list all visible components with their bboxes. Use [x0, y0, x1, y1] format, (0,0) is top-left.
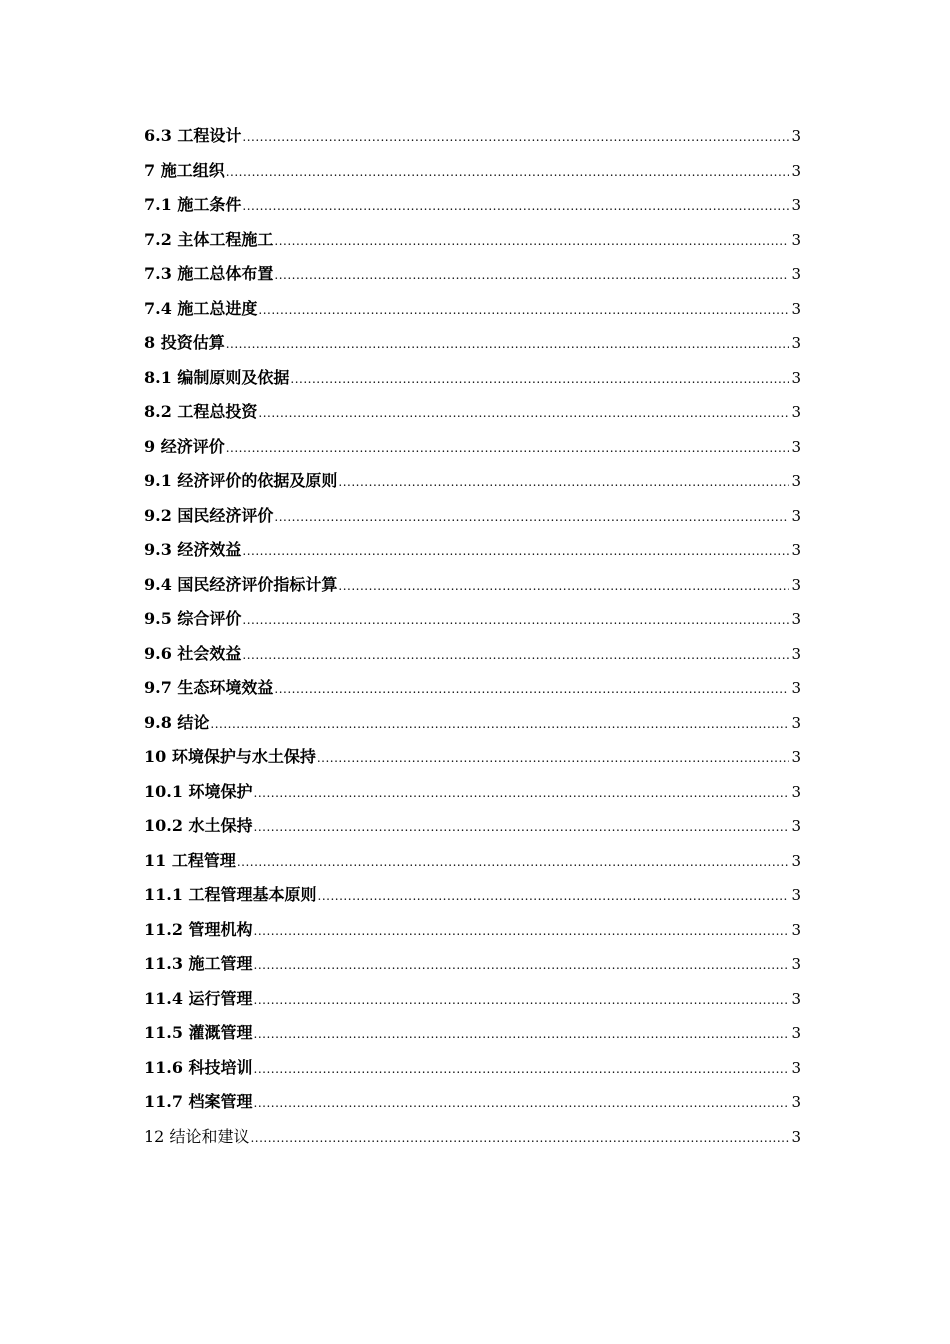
- toc-entry[interactable]: [144, 809, 801, 844]
- toc-entry-title: 9.4 国民经济评价指标计算: [144, 574, 338, 594]
- toc-dot-leader: [274, 672, 789, 707]
- toc-dot-leader: [242, 534, 789, 569]
- toc-dot-leader: [242, 603, 789, 638]
- toc-entry-title: 11.6 科技培训: [144, 1057, 253, 1077]
- toc-entry[interactable]: [144, 913, 801, 948]
- toc-entry-title: 7.2 主体工程施工: [144, 229, 274, 249]
- toc-entry-page-number: 3: [791, 989, 801, 1008]
- toc-entry-page-number: 3: [791, 368, 801, 387]
- toc-dot-leader: [250, 1121, 789, 1156]
- toc-entry-page-number: 3: [791, 1058, 801, 1077]
- toc-entry-page-number: 3: [791, 334, 801, 352]
- toc-dot-leader: [254, 810, 789, 845]
- toc-dot-leader: [237, 845, 789, 880]
- toc-entry-page-number: 3: [791, 196, 801, 214]
- toc-dot-leader: [254, 948, 789, 983]
- toc-entry-title: 7.1 施工条件: [144, 195, 242, 214]
- toc-dot-leader: [242, 189, 789, 224]
- toc-entry-title: 6.3 工程设计: [144, 126, 242, 145]
- toc-entry-page-number: 3: [791, 610, 801, 628]
- toc-entry-page-number: 3: [791, 403, 801, 421]
- toc-entry-page-number: 3: [791, 713, 801, 732]
- toc-entry-page-number: 3: [791, 506, 801, 525]
- toc-dot-leader: [226, 155, 789, 190]
- toc-entry-title: 11 工程管理: [144, 850, 236, 870]
- toc-entry-title: 7 施工组织: [144, 160, 225, 180]
- toc-entry-page-number: 3: [791, 679, 801, 697]
- toc-entry[interactable]: [144, 706, 801, 741]
- toc-dot-leader: [274, 500, 789, 535]
- toc-entry-page-number: 3: [791, 265, 801, 283]
- toc-entry[interactable]: [144, 119, 801, 154]
- toc-entry[interactable]: [144, 464, 801, 499]
- toc-entry-title: 9.5 综合评价: [144, 609, 242, 628]
- toc-entry-page-number: 3: [791, 886, 801, 904]
- toc-entry[interactable]: [144, 292, 801, 327]
- toc-entry-page-number: 3: [791, 1093, 801, 1111]
- toc-entry[interactable]: [144, 1016, 801, 1051]
- toc-entry-page-number: 3: [791, 230, 801, 249]
- toc-entry-title: 11.5 灌溉管理: [144, 1023, 253, 1042]
- toc-entry-title: 10.1 环境保护: [144, 781, 253, 801]
- toc-dot-leader: [338, 465, 789, 500]
- toc-entry[interactable]: [144, 326, 801, 361]
- toc-entry[interactable]: [144, 533, 801, 568]
- toc-entry[interactable]: [144, 499, 801, 534]
- toc-entry-title: 9.1 经济评价的依据及原则: [144, 471, 338, 490]
- toc-entry[interactable]: [144, 188, 801, 223]
- toc-dot-leader: [274, 258, 789, 293]
- toc-entry-page-number: 3: [791, 1127, 801, 1146]
- toc-entry[interactable]: [144, 740, 801, 775]
- toc-entry-title: 9 经济评价: [144, 436, 225, 456]
- toc-entry-title: 9.3 经济效益: [144, 540, 242, 559]
- toc-entry[interactable]: [144, 982, 801, 1017]
- toc-dot-leader: [254, 776, 789, 811]
- toc-entry-page-number: 3: [791, 575, 801, 594]
- toc-dot-leader: [254, 1052, 789, 1087]
- toc-entry-page-number: 3: [791, 817, 801, 835]
- toc-entry[interactable]: [144, 947, 801, 982]
- toc-entry[interactable]: [144, 671, 801, 706]
- toc-entry-title: 9.7 生态环境效益: [144, 678, 274, 697]
- toc-dot-leader: [226, 431, 789, 466]
- toc-entry-page-number: 3: [791, 1024, 801, 1042]
- toc-dot-leader: [317, 741, 789, 776]
- toc-entry-title: 11.7 档案管理: [144, 1092, 253, 1111]
- toc-dot-leader: [254, 1017, 789, 1052]
- toc-entry[interactable]: [144, 1085, 801, 1120]
- toc-entry-title: 8.1 编制原则及依据: [144, 367, 290, 387]
- toc-entry[interactable]: [144, 844, 801, 879]
- toc-entry-title: 11.2 管理机构: [144, 919, 253, 939]
- toc-entry[interactable]: [144, 257, 801, 292]
- toc-entry[interactable]: [144, 1120, 801, 1155]
- toc-entry-title: 10.2 水土保持: [144, 816, 253, 835]
- toc-entry-page-number: 3: [791, 161, 801, 180]
- toc-entry[interactable]: [144, 154, 801, 189]
- toc-dot-leader: [226, 327, 789, 362]
- table-of-contents: [144, 119, 801, 1154]
- toc-entry-page-number: 3: [791, 299, 801, 318]
- toc-dot-leader: [254, 914, 789, 949]
- toc-dot-leader: [338, 569, 789, 604]
- toc-entry[interactable]: [144, 1051, 801, 1086]
- toc-entry[interactable]: [144, 223, 801, 258]
- toc-entry-page-number: 3: [791, 955, 801, 973]
- toc-entry-page-number: 3: [791, 782, 801, 801]
- toc-dot-leader: [242, 120, 789, 155]
- toc-entry-title: 8 投资估算: [144, 333, 225, 352]
- toc-entry-title: 9.6 社会效益: [144, 643, 242, 663]
- toc-entry[interactable]: [144, 602, 801, 637]
- toc-entry[interactable]: [144, 775, 801, 810]
- toc-entry-title: 10 环境保护与水土保持: [144, 747, 316, 766]
- toc-entry-title: 11.4 运行管理: [144, 988, 253, 1008]
- toc-entry-title: 8.2 工程总投资: [144, 402, 258, 421]
- toc-entry-page-number: 3: [791, 748, 801, 766]
- toc-dot-leader: [290, 362, 789, 397]
- toc-entry[interactable]: [144, 637, 801, 672]
- toc-dot-leader: [242, 638, 789, 673]
- toc-entry-page-number: 3: [791, 437, 801, 456]
- toc-entry[interactable]: [144, 430, 801, 465]
- toc-entry-page-number: 3: [791, 472, 801, 490]
- toc-dot-leader: [254, 1086, 789, 1121]
- toc-entry-title: 9.8 结论: [144, 712, 210, 732]
- toc-entry-page-number: 3: [791, 127, 801, 145]
- toc-entry-title: 9.2 国民经济评价: [144, 505, 274, 525]
- toc-entry-title: 11.1 工程管理基本原则: [144, 885, 317, 904]
- toc-entry-title: 11.3 施工管理: [144, 954, 253, 973]
- toc-entry-page-number: 3: [791, 851, 801, 870]
- toc-dot-leader: [274, 224, 789, 259]
- toc-dot-leader: [318, 879, 789, 914]
- toc-entry[interactable]: [144, 361, 801, 396]
- toc-entry-page-number: 3: [791, 920, 801, 939]
- toc-entry-title: 7.4 施工总进度: [144, 298, 258, 318]
- toc-dot-leader: [258, 293, 789, 328]
- toc-entry-page-number: 3: [791, 541, 801, 559]
- toc-dot-leader: [210, 707, 789, 742]
- toc-entry-title: 12 结论和建议: [144, 1126, 250, 1146]
- toc-entry-page-number: 3: [791, 644, 801, 663]
- toc-entry[interactable]: [144, 395, 801, 430]
- toc-entry[interactable]: [144, 878, 801, 913]
- toc-entry[interactable]: [144, 568, 801, 603]
- toc-entry-title: 7.3 施工总体布置: [144, 264, 274, 283]
- toc-dot-leader: [254, 983, 789, 1018]
- toc-dot-leader: [258, 396, 789, 431]
